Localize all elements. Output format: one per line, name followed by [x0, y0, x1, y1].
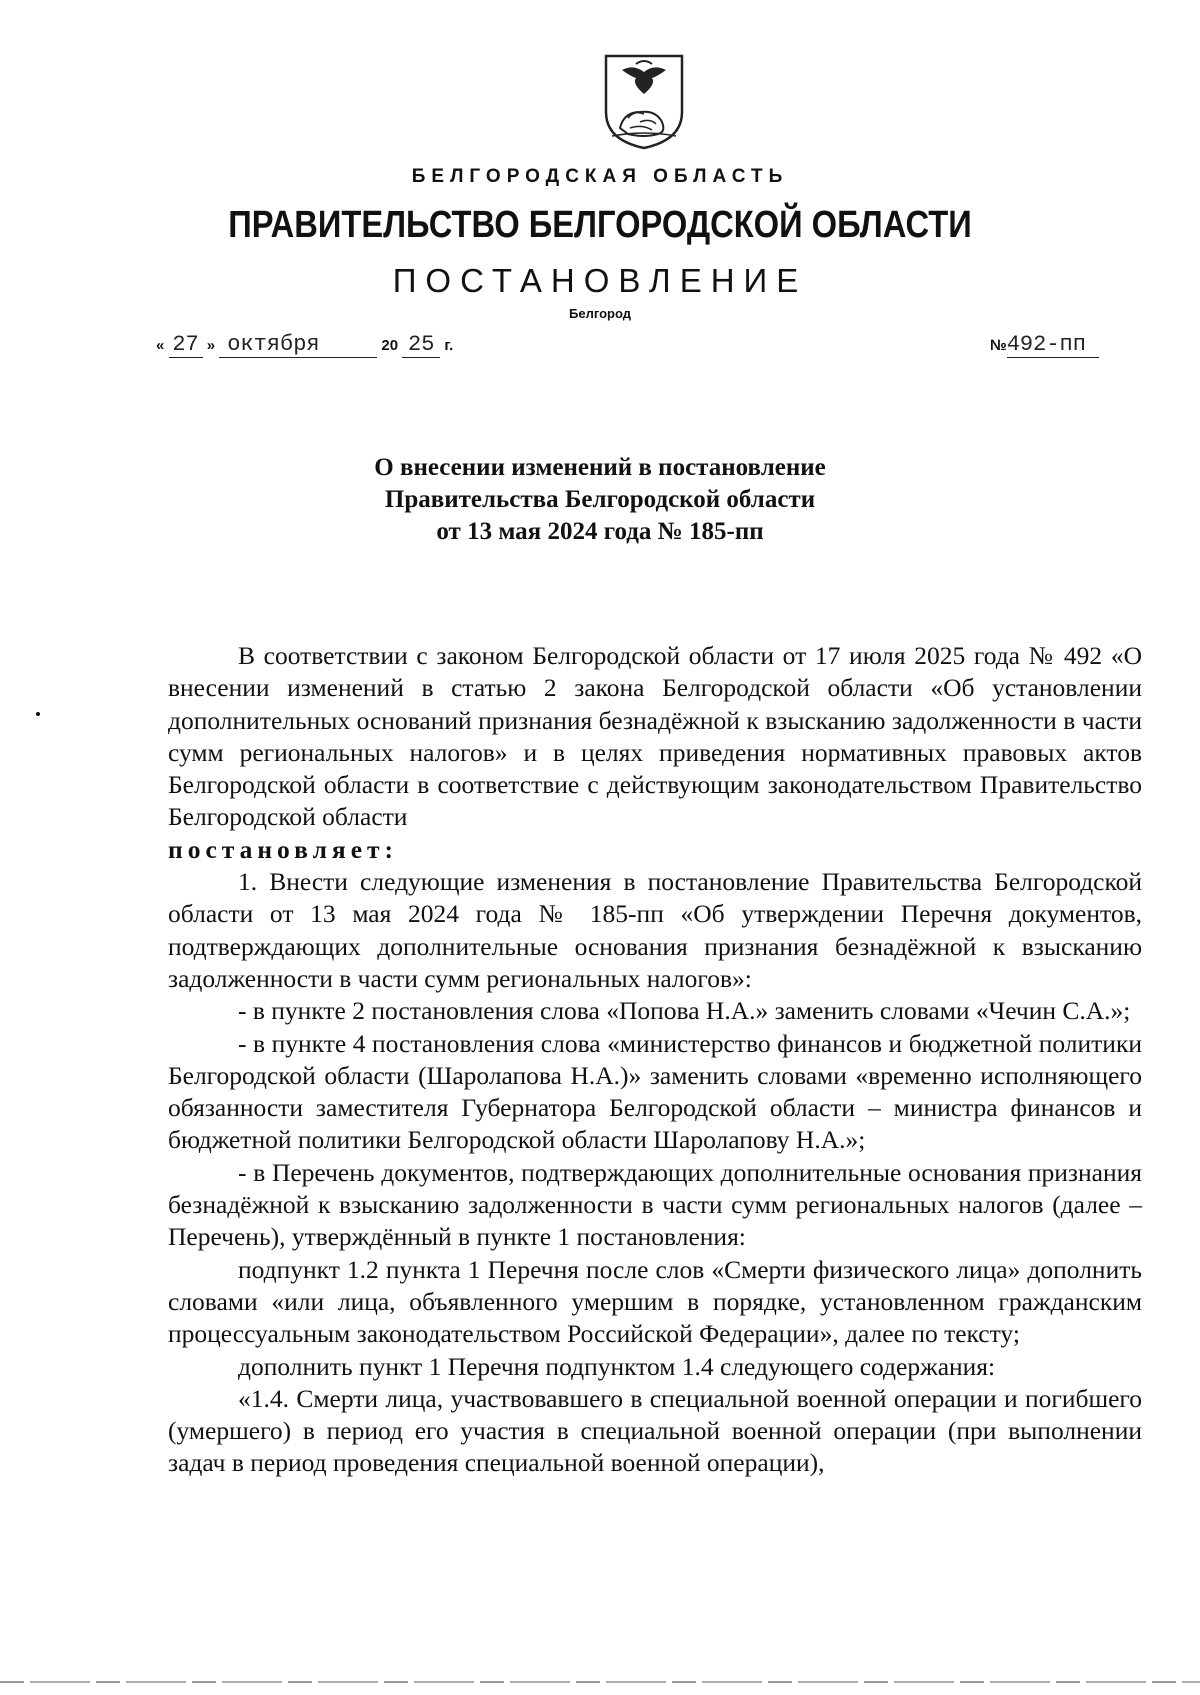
- scan-speck: [36, 712, 40, 716]
- scan-edge-line: [0, 1681, 1200, 1683]
- government-name: ПРАВИТЕЛЬСТВО БЕЛГОРОДСКОЙ ОБЛАСТИ: [228, 204, 972, 246]
- document-body: [168, 640, 1142, 1480]
- clause-item-paragraph: «1.4. Смерти лица, участвовавшего в специальной военной операции и погибшего (умершего) в период его участия в специальной военной операции (при выполнении задач в период проведения специальной военной операции),: [168, 1383, 1142, 1478]
- clause-item-paragraph: дополнить пункт 1 Перечня подпунктом 1.4 следующего содержания:: [238, 1351, 996, 1381]
- clause-item-paragraph: - в Перечень документов, подтверждающих дополнительные основания признания безнадёжной к взысканию задолженности в части сумм региональных налогов (далее – Перечень), утверждённый в пункте 1 постановления:: [168, 1157, 1142, 1252]
- document-number: [990, 332, 1099, 358]
- resolves-word: постановляет:: [168, 834, 399, 864]
- date-month: октября: [219, 332, 377, 358]
- coat-of-arms-icon: [600, 52, 688, 152]
- date-day: 27: [169, 332, 203, 358]
- title-line-2: Правительства Белгородской области: [384, 486, 816, 513]
- number-value: 492-пп: [1007, 332, 1099, 358]
- city-name: Белгород: [569, 306, 631, 321]
- title-line-3: от 13 мая 2024 года № 185-пп: [436, 518, 764, 545]
- title-line-1: О внесении изменений в постановление: [374, 454, 826, 481]
- document-date: [156, 332, 453, 358]
- date-year-prefix: 20: [381, 337, 399, 354]
- region-name: БЕЛГОРОДСКАЯ ОБЛАСТЬ: [411, 166, 789, 187]
- date-year-suffix: 25: [402, 332, 440, 358]
- document-title: [0, 452, 1200, 548]
- date-year-mark: г.: [444, 337, 454, 354]
- date-close-quote: »: [206, 337, 216, 354]
- clause-item-paragraph: - в пункте 2 постановления слова «Попова Н.А.» заменить словами «Чечин С.А.»;: [238, 996, 1131, 1026]
- date-open-quote: «: [156, 337, 165, 354]
- number-label: №: [990, 337, 1007, 354]
- clause-1-paragraph: 1. Внести следующие изменения в постановление Правительства Белгородской области от 13 мая 2024 года № 185-пп «Об утверждении Перечня документов, подтверждающих дополнительные основания признания безнадёжной к взысканию задолженности в части сумм региональных налогов»:: [168, 867, 1142, 993]
- clause-item-paragraph: - в пункте 4 постановления слова «министерство финансов и бюджетной политики Белгородской области (Шаролапова Н.А.)» заменить словами «временно исполняющего обязанности заместителя Губернатора Белгородской области – министра финансов и бюджетной политики Белгородской области Шаролапову Н.А.»;: [168, 1028, 1142, 1155]
- preamble-paragraph: В соответствии с законом Белгородской области от 17 июля 2025 года № 492 «О внесении изменений в статью 2 закона Белгородской области «Об установлении дополнительных оснований признания безнадёжной к взысканию задолженности в части сумм региональных налогов» и в целях приведения нормативных правовых актов Белгородской области в соответствие с действующим законодательством Правительство Белгородской области: [168, 641, 1142, 832]
- clause-item-paragraph: подпункт 1.2 пункта 1 Перечня после слов «Смерти физического лица» дополнить словами «или лица, объявленного умершим в порядке, установленном гражданским процессуальным законодательством Российской Федерации», далее по тексту;: [168, 1254, 1142, 1349]
- document-type: ПОСТАНОВЛЕНИЕ: [392, 262, 808, 299]
